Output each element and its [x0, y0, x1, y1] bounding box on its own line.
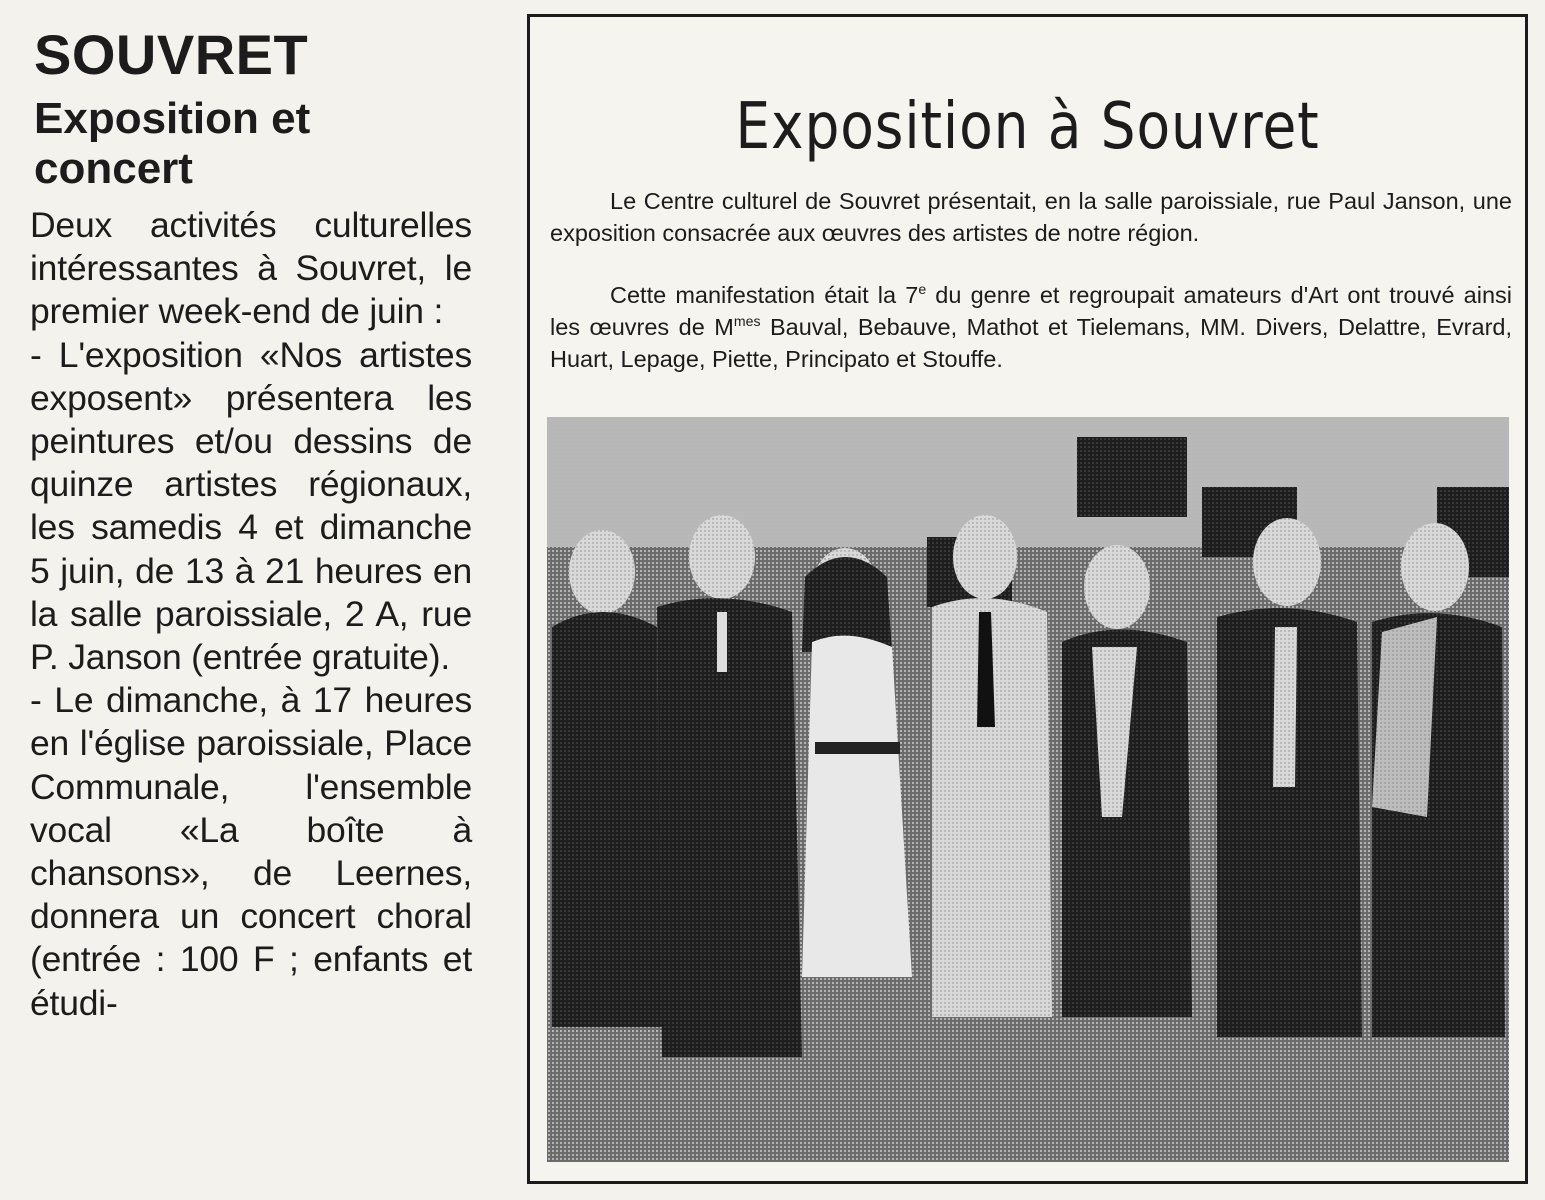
left-paragraph-intro: Deux activités culturelles intéressantes à Souvret, le premier week-end de juin : — [30, 205, 472, 332]
article-p2-part3: Bauval, Bebauve, Mathot et Tielemans, MM. Divers, Delattre, Evrard, Huart, Lepage, Piette, Principato et Stouffe. — [550, 314, 1512, 372]
left-paragraph-exhibition: - L'exposition «Nos artistes exposent» présentera les peintures et/ou dessins de quinze artistes régionaux, les samedis 4 et dimanche 5 juin, de 13 à 21 heures en la salle paroissiale, 2 A, rue P. Janson (entrée gratuite). — [30, 334, 472, 678]
article-paragraph-1: Le Centre culturel de Souvret présentait, en la salle paroissiale, rue Paul Janson, une exposition consacrée aux œuvres des artistes de notre région. — [550, 188, 1512, 246]
left-paragraph-concert: - Le dimanche, à 17 heures en l'église paroissiale, Place Communale, l'ensemble vocal «La boîte à chansons», de Leernes, donnera un concert choral (entrée : 100 F ; enfants et étudi- — [30, 680, 472, 1023]
group-photo — [547, 417, 1509, 1162]
article-p2-sup-ordinal: e — [918, 281, 927, 298]
left-subheadline-text: Exposition et concert — [34, 94, 311, 193]
article-p2-sup-mesdames: mes — [733, 313, 761, 330]
article-p2-part1: Cette manifestation était la 7 — [610, 282, 919, 308]
article-p2-part2: du genre et regroupait amateurs d'Art ont trouvé ainsi les œuvres de M — [550, 282, 1512, 340]
article-paragraph-2 — [550, 279, 1512, 375]
left-headline: SOUVRET — [34, 23, 309, 86]
left-column — [30, 22, 472, 1025]
article-box — [527, 14, 1528, 1184]
article-headline: Exposition à Souvret — [735, 90, 1320, 164]
left-subheadline — [34, 94, 472, 194]
